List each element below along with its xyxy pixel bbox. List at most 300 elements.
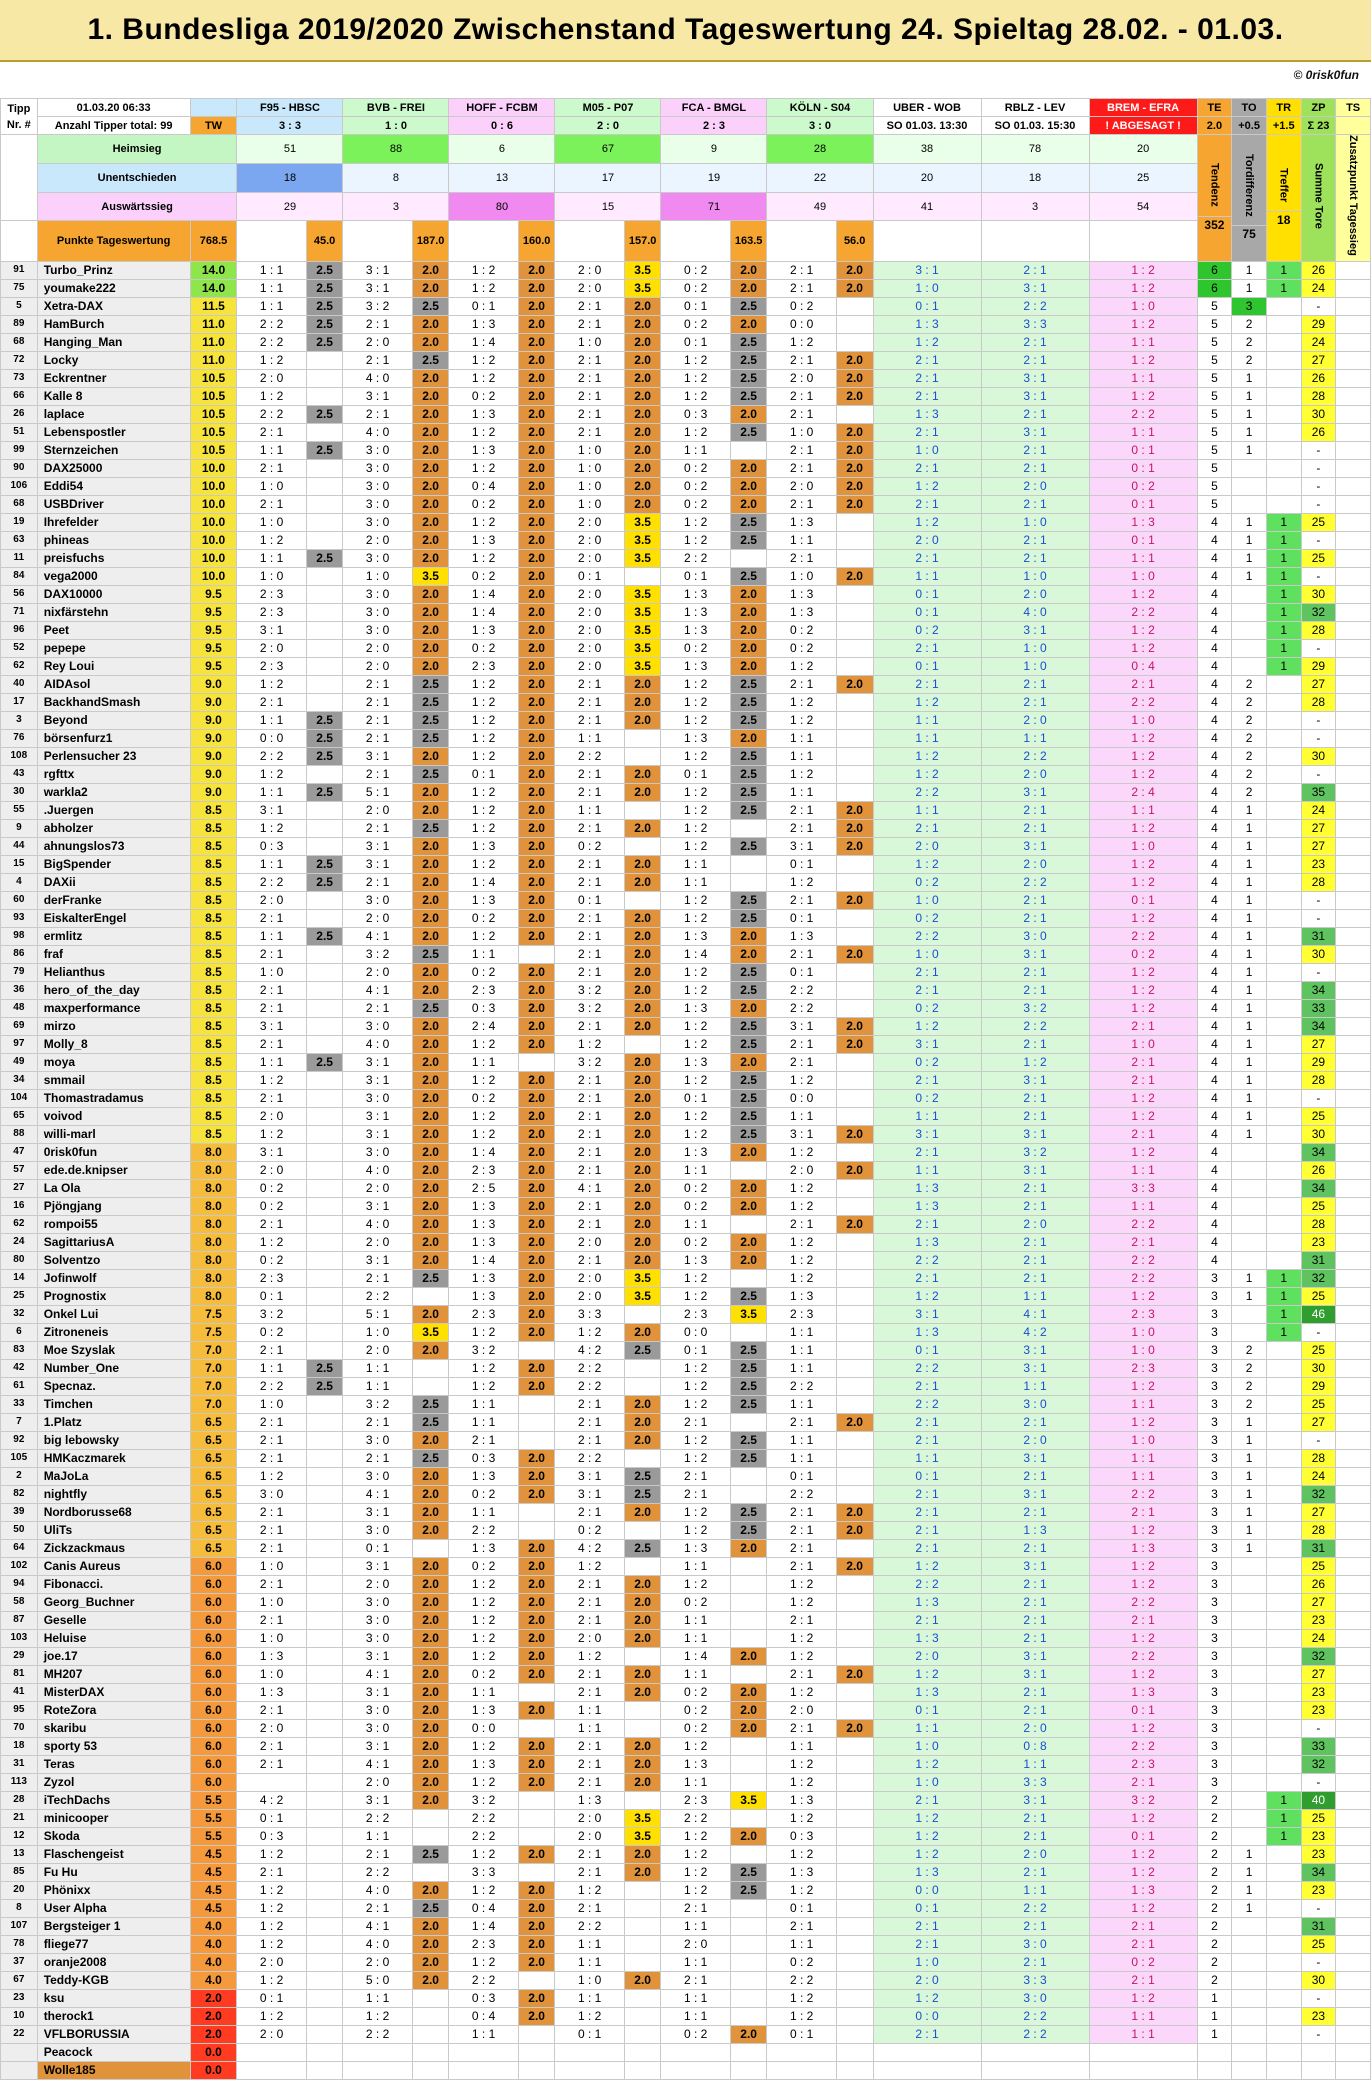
player-tr [1266, 1989, 1301, 2007]
player-ts [1336, 1269, 1371, 1287]
player-ts [1336, 477, 1371, 495]
pts-match-4 [624, 1881, 661, 1899]
tip-match-5: 0 : 0 [661, 1323, 730, 1341]
match-9-result: ! ABGESAGT ! [1089, 117, 1197, 135]
tip-match-4: 2 : 0 [555, 1233, 624, 1251]
pts-match-3: 2.0 [518, 1755, 555, 1773]
player-name: ede.de.knipser [37, 1161, 190, 1179]
tip-match-1: 0 : 1 [237, 1809, 306, 1827]
tip-match-7: 2 : 1 [873, 1503, 981, 1521]
player-zp: 32 [1301, 1269, 1336, 1287]
pts-match-3: 2.0 [518, 2007, 555, 2025]
tip-match-8: 3 : 1 [981, 1557, 1089, 1575]
tip-match-7: 1 : 0 [873, 441, 981, 459]
tip-match-3: 1 : 3 [449, 1233, 518, 1251]
player-zp: 26 [1301, 261, 1336, 279]
tip-match-2: 2 : 2 [343, 2025, 412, 2043]
tip-match-7: 2 : 1 [873, 1791, 981, 1809]
pts-match-4 [624, 1377, 661, 1395]
tip-match-3: 1 : 4 [449, 603, 518, 621]
tip-match-3 [449, 2061, 518, 2079]
tip-match-3: 0 : 2 [449, 909, 518, 927]
player-to [1232, 495, 1267, 513]
pts-match-4: 2.5 [624, 1539, 661, 1557]
player-ts [1336, 1143, 1371, 1161]
player-to [1232, 603, 1267, 621]
player-row [1, 1197, 1371, 1215]
player-ts [1336, 1863, 1371, 1881]
pts-match-3 [518, 1053, 555, 1071]
player-te: 3 [1197, 1467, 1232, 1485]
player-nr: 80 [1, 1251, 38, 1269]
player-row [1, 963, 1371, 981]
tip-match-6: 0 : 1 [767, 1467, 836, 1485]
tip-match-1: 0 : 2 [237, 1323, 306, 1341]
tip-match-4: 2 : 1 [555, 1395, 624, 1413]
player-tr [1266, 1359, 1301, 1377]
player-ts [1336, 1395, 1371, 1413]
pts-match-3: 2.0 [518, 333, 555, 351]
tip-match-5: 1 : 3 [661, 1143, 730, 1161]
pts-match-6 [836, 657, 873, 675]
pts-match-4: 2.0 [624, 459, 661, 477]
tip-match-4: 2 : 0 [555, 261, 624, 279]
player-name: vega2000 [37, 567, 190, 585]
tip-match-5: 0 : 2 [661, 1593, 730, 1611]
player-tr [1266, 1449, 1301, 1467]
tip-match-6: 1 : 2 [767, 1269, 836, 1287]
pts-match-6 [836, 1791, 873, 1809]
pts-match-6 [836, 1701, 873, 1719]
player-to [1232, 1251, 1267, 1269]
pts-match-1 [306, 1629, 343, 1647]
player-name: DAX10000 [37, 585, 190, 603]
tip-match-2: 4 : 1 [343, 1917, 412, 1935]
player-zp: - [1301, 1089, 1336, 1107]
tip-match-1: 3 : 1 [237, 801, 306, 819]
tip-match-6: 1 : 1 [767, 747, 836, 765]
tip-match-6: 1 : 2 [767, 1179, 836, 1197]
pts-match-4: 3.5 [624, 549, 661, 567]
tip-match-4: 2 : 1 [555, 855, 624, 873]
player-to: 2 [1232, 1359, 1267, 1377]
player-row [1, 387, 1371, 405]
pts-match-1 [306, 1341, 343, 1359]
player-tr [1266, 297, 1301, 315]
match-6-points-pad [767, 221, 836, 261]
player-zp: 30 [1301, 1971, 1336, 1989]
tip-match-9: 2 : 2 [1089, 1269, 1197, 1287]
tip-match-9: 2 : 2 [1089, 693, 1197, 711]
tip-match-3: 1 : 3 [449, 405, 518, 423]
pts-match-2 [412, 1377, 449, 1395]
pts-match-2: 2.5 [412, 1899, 449, 1917]
summary-te-sub: 2.0 [1197, 117, 1232, 135]
tip-match-4: 2 : 1 [555, 1071, 624, 1089]
player-nr: 18 [1, 1737, 38, 1755]
match-6-home-count: 28 [767, 135, 873, 164]
player-to: 2 [1232, 333, 1267, 351]
tip-match-7: 1 : 2 [873, 693, 981, 711]
pts-match-1 [306, 1179, 343, 1197]
tip-match-3: 1 : 1 [449, 1413, 518, 1431]
tip-match-8: 1 : 2 [981, 1053, 1089, 1071]
tip-match-5: 0 : 2 [661, 459, 730, 477]
pts-match-3: 2.0 [518, 1557, 555, 1575]
tip-match-5: 0 : 2 [661, 477, 730, 495]
tip-match-6: 1 : 1 [767, 1341, 836, 1359]
player-tr [1266, 873, 1301, 891]
tip-match-7: 2 : 1 [873, 459, 981, 477]
tip-match-8: 3 : 1 [981, 945, 1089, 963]
tip-match-1: 1 : 0 [237, 477, 306, 495]
pts-match-6 [836, 1755, 873, 1773]
player-nr: 63 [1, 531, 38, 549]
player-tw: 8.5 [190, 1107, 237, 1125]
pts-match-4: 2.0 [624, 783, 661, 801]
tip-match-4: 2 : 1 [555, 1863, 624, 1881]
tip-match-1: 1 : 2 [237, 387, 306, 405]
player-to [1232, 1611, 1267, 1629]
player-name: rompoi55 [37, 1215, 190, 1233]
pts-match-3: 2.0 [518, 765, 555, 783]
match-7-draw-count: 20 [873, 163, 981, 192]
pts-match-1 [306, 1593, 343, 1611]
tip-match-1: 1 : 2 [237, 1071, 306, 1089]
pts-match-5 [730, 1917, 767, 1935]
pts-match-2: 2.0 [412, 1161, 449, 1179]
player-te: 3 [1197, 1395, 1232, 1413]
tip-match-4: 2 : 1 [555, 369, 624, 387]
player-te: 3 [1197, 1521, 1232, 1539]
pts-match-4: 3.5 [624, 585, 661, 603]
tip-match-4: 1 : 0 [555, 333, 624, 351]
player-to [1232, 1809, 1267, 1827]
tip-match-8: 2 : 1 [981, 1035, 1089, 1053]
tip-match-7: 2 : 2 [873, 1251, 981, 1269]
player-tr [1266, 423, 1301, 441]
tip-match-6: 2 : 1 [767, 441, 836, 459]
player-name: Eddi54 [37, 477, 190, 495]
player-te: 2 [1197, 1863, 1232, 1881]
player-nr: 22 [1, 2025, 38, 2043]
tip-match-3: 2 : 2 [449, 1827, 518, 1845]
pts-match-6 [836, 693, 873, 711]
tip-match-6: 2 : 1 [767, 1503, 836, 1521]
player-tr: 1 [1266, 513, 1301, 531]
player-tr [1266, 1035, 1301, 1053]
tip-match-5: 1 : 2 [661, 1827, 730, 1845]
pts-match-6: 2.0 [836, 1215, 873, 1233]
player-ts [1336, 1575, 1371, 1593]
player-ts [1336, 1953, 1371, 1971]
player-row [1, 1611, 1371, 1629]
pts-match-1 [306, 387, 343, 405]
pts-match-4: 2.0 [624, 1053, 661, 1071]
tip-match-5: 1 : 3 [661, 927, 730, 945]
tip-match-8: 4 : 2 [981, 1323, 1089, 1341]
pts-match-1 [306, 909, 343, 927]
player-to [1232, 1215, 1267, 1233]
tip-match-3: 1 : 2 [449, 1125, 518, 1143]
tip-match-8: 3 : 1 [981, 1071, 1089, 1089]
pts-match-3 [518, 1683, 555, 1701]
player-zp: 27 [1301, 1413, 1336, 1431]
tip-match-4: 2 : 0 [555, 1287, 624, 1305]
pts-match-6: 2.0 [836, 1719, 873, 1737]
player-zp: - [1301, 297, 1336, 315]
player-zp: - [1301, 1719, 1336, 1737]
player-tr [1266, 1863, 1301, 1881]
pts-match-5: 2.5 [730, 1521, 767, 1539]
tip-match-1: 2 : 1 [237, 1449, 306, 1467]
player-row [1, 603, 1371, 621]
player-name: 1.Platz [37, 1413, 190, 1431]
pts-match-3 [518, 1863, 555, 1881]
pts-match-5: 2.0 [730, 945, 767, 963]
tip-match-5: 1 : 3 [661, 1053, 730, 1071]
tip-match-5: 0 : 1 [661, 1089, 730, 1107]
tip-match-8: 3 : 1 [981, 387, 1089, 405]
player-tw: 8.5 [190, 945, 237, 963]
player-ts [1336, 1197, 1371, 1215]
player-nr: 32 [1, 1305, 38, 1323]
tip-match-1: 0 : 2 [237, 1179, 306, 1197]
pts-match-3: 2.0 [518, 1773, 555, 1791]
tip-match-4: 2 : 2 [555, 1377, 624, 1395]
pts-match-4 [624, 1935, 661, 1953]
pts-match-4: 3.5 [624, 261, 661, 279]
tip-match-7: 2 : 1 [873, 1917, 981, 1935]
tip-match-1: 1 : 2 [237, 675, 306, 693]
player-te: 2 [1197, 1845, 1232, 1863]
tip-match-1: 2 : 1 [237, 1215, 306, 1233]
tip-match-2: 4 : 0 [343, 1935, 412, 1953]
player-te: 4 [1197, 621, 1232, 639]
player-row [1, 405, 1371, 423]
pts-match-5: 2.0 [730, 729, 767, 747]
player-tw: 7.5 [190, 1305, 237, 1323]
pts-match-4 [624, 1989, 661, 2007]
pts-match-6 [836, 405, 873, 423]
tip-match-6: 2 : 1 [767, 1719, 836, 1737]
tip-match-5: 1 : 2 [661, 801, 730, 819]
player-name: BackhandSmash [37, 693, 190, 711]
tip-match-5: 1 : 1 [661, 855, 730, 873]
pts-match-2: 2.0 [412, 1593, 449, 1611]
player-tr [1266, 855, 1301, 873]
tip-match-9: 1 : 0 [1089, 1035, 1197, 1053]
tip-match-1: 2 : 0 [237, 1107, 306, 1125]
tip-match-4: 2 : 0 [555, 1269, 624, 1287]
tip-match-8: 2 : 1 [981, 1575, 1089, 1593]
tip-match-9: 1 : 2 [1089, 1989, 1197, 2007]
tip-match-5: 1 : 2 [661, 1737, 730, 1755]
player-name: Specnaz. [37, 1377, 190, 1395]
pts-match-6 [836, 1773, 873, 1791]
tip-match-9: 1 : 2 [1089, 765, 1197, 783]
pts-match-4: 2.0 [624, 1107, 661, 1125]
pts-match-1 [306, 1107, 343, 1125]
pts-match-6 [836, 1107, 873, 1125]
player-tw: 8.5 [190, 819, 237, 837]
tip-match-4: 2 : 1 [555, 873, 624, 891]
player-row [1, 1053, 1371, 1071]
tip-match-3: 2 : 3 [449, 1305, 518, 1323]
player-tw: 8.5 [190, 1053, 237, 1071]
summary-ts-label: TS [1336, 99, 1371, 117]
tip-match-9: 1 : 1 [1089, 801, 1197, 819]
player-ts [1336, 747, 1371, 765]
pts-match-3: 2.0 [518, 1647, 555, 1665]
pts-match-5: 2.0 [730, 1701, 767, 1719]
player-to [1232, 1917, 1267, 1935]
player-te: 4 [1197, 1053, 1232, 1071]
player-to [1232, 2061, 1267, 2079]
tip-match-6: 2 : 1 [767, 549, 836, 567]
player-name: User Alpha [37, 1899, 190, 1917]
player-zp: 34 [1301, 1017, 1336, 1035]
player-name: nightfly [37, 1485, 190, 1503]
tip-match-5: 1 : 3 [661, 585, 730, 603]
player-te: 4 [1197, 729, 1232, 747]
tip-match-4: 2 : 0 [555, 531, 624, 549]
player-tr [1266, 693, 1301, 711]
match-3-result: 0 : 6 [449, 117, 555, 135]
pts-match-4: 2.0 [624, 1863, 661, 1881]
summary-zp-vertical [1301, 135, 1336, 262]
tip-match-3: 1 : 3 [449, 1701, 518, 1719]
tip-match-6: 1 : 0 [767, 423, 836, 441]
player-name: laplace [37, 405, 190, 423]
player-nr: 93 [1, 909, 38, 927]
pts-match-6: 2.0 [836, 477, 873, 495]
player-tr [1266, 351, 1301, 369]
tip-match-7: 0 : 2 [873, 1089, 981, 1107]
pts-match-2: 2.0 [412, 1341, 449, 1359]
tip-match-4: 2 : 1 [555, 1161, 624, 1179]
pts-match-1 [306, 675, 343, 693]
tip-match-7: 1 : 2 [873, 1755, 981, 1773]
summary-te-vertical [1197, 135, 1232, 262]
pts-match-5: 2.5 [730, 423, 767, 441]
player-te: 4 [1197, 531, 1232, 549]
tip-match-5: 2 : 1 [661, 1899, 730, 1917]
player-tw: 4.0 [190, 1971, 237, 1989]
tip-match-5: 1 : 2 [661, 1881, 730, 1899]
player-zp: 30 [1301, 405, 1336, 423]
player-tr: 1 [1266, 549, 1301, 567]
tip-match-7: 2 : 1 [873, 1521, 981, 1539]
tip-match-7: 2 : 2 [873, 927, 981, 945]
player-row [1, 1485, 1371, 1503]
pts-match-6 [836, 1881, 873, 1899]
player-to [1232, 2025, 1267, 2043]
tip-match-5: 1 : 3 [661, 603, 730, 621]
player-name: Lebenspostler [37, 423, 190, 441]
tip-match-6: 2 : 1 [767, 1215, 836, 1233]
pts-match-5: 2.0 [730, 603, 767, 621]
player-te: 4 [1197, 693, 1232, 711]
player-row [1, 1539, 1371, 1557]
pts-match-1: 2.5 [306, 441, 343, 459]
tip-match-3: 1 : 2 [449, 1035, 518, 1053]
pts-match-4: 2.0 [624, 405, 661, 423]
pts-match-1 [306, 369, 343, 387]
pts-match-6 [836, 1611, 873, 1629]
player-tw: 14.0 [190, 261, 237, 279]
tip-match-3: 0 : 2 [449, 567, 518, 585]
tip-match-4: 2 : 1 [555, 1107, 624, 1125]
tip-match-1: 0 : 1 [237, 1287, 306, 1305]
tip-match-2: 4 : 0 [343, 1215, 412, 1233]
tip-match-1: 2 : 2 [237, 1377, 306, 1395]
tip-match-4: 2 : 1 [555, 387, 624, 405]
player-to: 1 [1232, 567, 1267, 585]
pts-match-6 [836, 2007, 873, 2025]
player-to: 1 [1232, 1431, 1267, 1449]
pts-match-4: 2.0 [624, 1323, 661, 1341]
pts-match-3: 2.0 [518, 315, 555, 333]
player-ts [1336, 855, 1371, 873]
player-tw: 6.5 [190, 1431, 237, 1449]
tip-match-1: 2 : 1 [237, 1863, 306, 1881]
tip-match-9: 1 : 0 [1089, 1341, 1197, 1359]
pts-match-6: 2.0 [836, 1161, 873, 1179]
tip-match-5: 1 : 2 [661, 1125, 730, 1143]
tip-match-9: 1 : 0 [1089, 711, 1197, 729]
pts-match-2 [412, 1359, 449, 1377]
player-row [1, 657, 1371, 675]
player-te: 5 [1197, 333, 1232, 351]
player-name: hero_of_the_day [37, 981, 190, 999]
pts-match-3: 2.0 [518, 1917, 555, 1935]
player-tr [1266, 1215, 1301, 1233]
tip-match-7: 0 : 2 [873, 909, 981, 927]
pts-match-5: 2.5 [730, 1881, 767, 1899]
pts-match-4: 2.0 [624, 963, 661, 981]
player-to [1232, 477, 1267, 495]
player-tr [1266, 1179, 1301, 1197]
tip-match-8: 2 : 0 [981, 585, 1089, 603]
pts-match-6 [836, 1539, 873, 1557]
player-ts [1336, 999, 1371, 1017]
tip-match-4: 1 : 0 [555, 459, 624, 477]
player-zp: 31 [1301, 1917, 1336, 1935]
pts-match-2: 2.0 [412, 405, 449, 423]
tip-match-1: 3 : 1 [237, 621, 306, 639]
player-tw: 8.5 [190, 1125, 237, 1143]
player-row [1, 2025, 1371, 2043]
tip-match-7: 1 : 2 [873, 1827, 981, 1845]
player-tw: 8.5 [190, 927, 237, 945]
pts-match-1: 2.5 [306, 927, 343, 945]
pts-match-3 [518, 1395, 555, 1413]
pts-match-4 [624, 1899, 661, 1917]
pts-match-3 [518, 945, 555, 963]
player-tr [1266, 1953, 1301, 1971]
player-row [1, 1467, 1371, 1485]
tip-match-9: 2 : 1 [1089, 675, 1197, 693]
match-8-points [981, 221, 1089, 261]
pts-match-2: 2.0 [412, 1431, 449, 1449]
pts-match-1 [306, 1827, 343, 1845]
tip-match-1: 1 : 2 [237, 531, 306, 549]
pts-match-1 [306, 639, 343, 657]
tip-match-8: 1 : 3 [981, 1521, 1089, 1539]
player-nr: 62 [1, 1215, 38, 1233]
pts-match-6: 2.0 [836, 261, 873, 279]
